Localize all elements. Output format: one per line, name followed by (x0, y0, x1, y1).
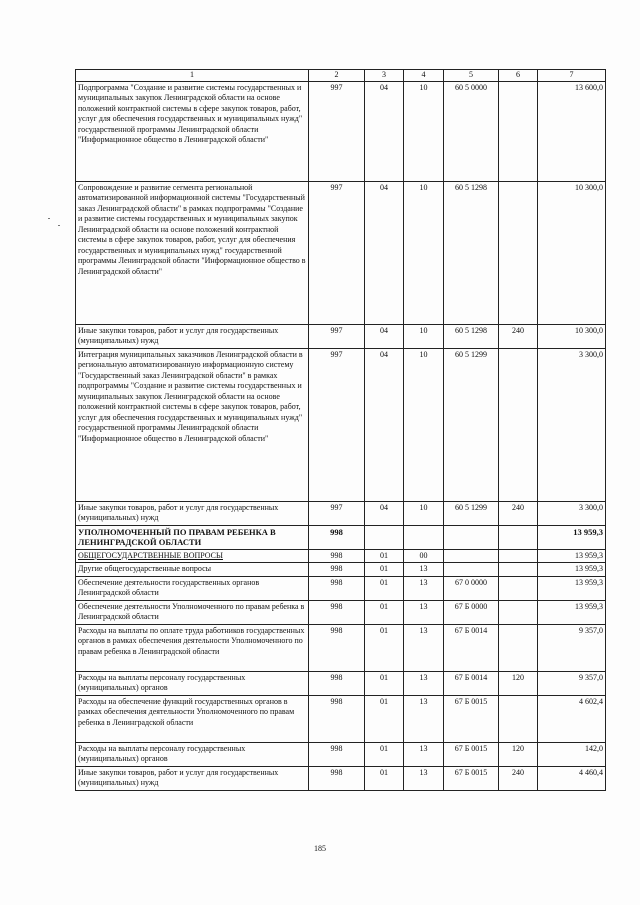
row-section: 01 (365, 695, 404, 742)
row-expense-type (499, 525, 538, 549)
row-name: Иные закупки товаров, работ и услуг для государственных (муниципальных) нужд (76, 766, 309, 790)
table-row (76, 695, 606, 742)
row-name: Расходы на выплаты по оплате труда работников государственных органов в рамках обеспечения деятельности Уполномоченного по правам ребенка в Ленинградской области (76, 624, 309, 671)
row-amount: 142,0 (538, 742, 606, 766)
row-expense-type (499, 81, 538, 181)
row-subsection: 13 (404, 576, 444, 600)
row-section: 01 (365, 742, 404, 766)
row-code: 998 (309, 549, 365, 563)
row-subsection: 13 (404, 563, 444, 577)
row-target-article: 60 5 1298 (444, 181, 499, 324)
budget-table (75, 69, 606, 791)
row-expense-type (499, 695, 538, 742)
row-code: 998 (309, 624, 365, 671)
row-code: 997 (309, 81, 365, 181)
table-row (76, 181, 606, 324)
row-expense-type (499, 563, 538, 577)
table-row (76, 348, 606, 501)
table-row (76, 624, 606, 671)
table-row (76, 525, 606, 549)
row-amount: 13 959,3 (538, 576, 606, 600)
row-code: 998 (309, 600, 365, 624)
row-section: 01 (365, 766, 404, 790)
row-section: 01 (365, 563, 404, 577)
row-amount: 3 300,0 (538, 348, 606, 501)
row-target-article: 67 Б 0014 (444, 624, 499, 671)
row-name: Обеспечение деятельности Уполномоченного по правам ребенка в Ленинградской области (76, 600, 309, 624)
row-target-article: 60 5 1299 (444, 348, 499, 501)
scan-speck (58, 225, 60, 226)
table-row (76, 576, 606, 600)
row-subsection: 13 (404, 695, 444, 742)
row-target-article: 67 0 0000 (444, 576, 499, 600)
row-amount: 10 300,0 (538, 324, 606, 348)
row-section: 04 (365, 181, 404, 324)
row-section: 04 (365, 324, 404, 348)
table-header-row (76, 70, 606, 82)
row-name: Сопровождение и развитие сегмента региональной автоматизированной информационной системы "Государственный заказ Ленинградской области" в рамках подпрограммы "Создание и развитие системы государственных и муниципальных закупок Ленинградской области на основе положений контрактной системы в сфере закупок товаров, работ, услуг для обеспечения государственных и муниципальных нужд" государственной программы Ленинградской области "Информационное общество в Ленинградской области" (76, 181, 309, 324)
row-expense-type (499, 624, 538, 671)
row-code: 998 (309, 766, 365, 790)
row-target-article: 67 Б 0014 (444, 671, 499, 695)
row-subsection: 10 (404, 324, 444, 348)
row-code: 998 (309, 742, 365, 766)
row-code: 997 (309, 181, 365, 324)
row-subsection: 10 (404, 181, 444, 324)
row-name: Расходы на выплаты персоналу государственных (муниципальных) органов (76, 742, 309, 766)
row-amount: 10 300,0 (538, 181, 606, 324)
row-code: 998 (309, 576, 365, 600)
row-subsection (404, 525, 444, 549)
scan-speck (48, 218, 50, 219)
row-amount: 13 959,3 (538, 563, 606, 577)
table-row (76, 501, 606, 525)
row-target-article: 60 5 1298 (444, 324, 499, 348)
row-amount: 13 959,3 (538, 600, 606, 624)
row-target-article (444, 525, 499, 549)
row-subsection: 13 (404, 742, 444, 766)
row-expense-type (499, 181, 538, 324)
row-amount: 4 460,4 (538, 766, 606, 790)
row-target-article (444, 549, 499, 563)
row-name: Обеспечение деятельности государственных органов Ленинградской области (76, 576, 309, 600)
row-section: 04 (365, 81, 404, 181)
row-expense-type: 240 (499, 501, 538, 525)
row-name: Другие общегосударственные вопросы (76, 563, 309, 577)
row-amount: 13 959,3 (538, 549, 606, 563)
row-name: Иные закупки товаров, работ и услуг для государственных (муниципальных) нужд (76, 324, 309, 348)
row-section: 01 (365, 624, 404, 671)
row-code: 997 (309, 348, 365, 501)
row-expense-type: 240 (499, 766, 538, 790)
header-cell: 3 (365, 70, 404, 82)
row-subsection: 13 (404, 624, 444, 671)
table-row (76, 742, 606, 766)
header-cell: 4 (404, 70, 444, 82)
header-cell: 2 (309, 70, 365, 82)
row-expense-type: 240 (499, 324, 538, 348)
row-target-article: 67 Б 0015 (444, 766, 499, 790)
table-row (76, 81, 606, 181)
row-code: 997 (309, 324, 365, 348)
row-expense-type: 120 (499, 742, 538, 766)
row-target-article: 67 Б 0015 (444, 742, 499, 766)
row-amount: 9 357,0 (538, 671, 606, 695)
table-row (76, 600, 606, 624)
row-section (365, 525, 404, 549)
row-target-article: 60 5 1299 (444, 501, 499, 525)
row-section: 01 (365, 576, 404, 600)
row-expense-type (499, 348, 538, 501)
row-name: Расходы на выплаты персоналу государственных (муниципальных) органов (76, 671, 309, 695)
row-target-article: 60 5 0000 (444, 81, 499, 181)
row-code: 997 (309, 501, 365, 525)
row-code: 998 (309, 525, 365, 549)
row-expense-type (499, 576, 538, 600)
row-subsection: 10 (404, 81, 444, 181)
page-number: 185 (314, 844, 326, 853)
row-name: Подпрограмма "Создание и развитие системы государственных и муниципальных закупок Ленинградской области на основе положений контрактной системы в сфере закупок товаров, работ, услуг для обеспечения государственных и муниципальных нужд" государственной программы Ленинградской области "Информационное общество в Ленинградской области" (76, 81, 309, 181)
row-amount: 4 602,4 (538, 695, 606, 742)
row-code: 998 (309, 695, 365, 742)
row-name: Интеграция муниципальных заказчиков Ленинградской области в региональную автоматизированную информационную систему "Государственный заказ Ленинградской области" в рамках подпрограммы "Создание и развитие системы государственных и муниципальных закупок Ленинградской области на основе положений контрактной системы в сфере закупок товаров, работ, услуг для обеспечения государственных и муниципальных нужд" государственной программы Ленинградской области "Информационное общество в Ленинградской области" (76, 348, 309, 501)
row-section: 04 (365, 501, 404, 525)
table-row (76, 671, 606, 695)
row-section: 01 (365, 549, 404, 563)
row-subsection: 13 (404, 600, 444, 624)
row-amount: 13 600,0 (538, 81, 606, 181)
header-cell: 6 (499, 70, 538, 82)
table-row (76, 549, 606, 563)
row-code: 998 (309, 671, 365, 695)
table-row (76, 766, 606, 790)
row-section: 01 (365, 600, 404, 624)
row-section: 04 (365, 348, 404, 501)
row-expense-type: 120 (499, 671, 538, 695)
row-target-article (444, 563, 499, 577)
header-cell: 5 (444, 70, 499, 82)
row-name: ОБЩЕГОСУДАРСТВЕННЫЕ ВОПРОСЫ (76, 549, 309, 563)
table-row (76, 324, 606, 348)
row-target-article: 67 Б 0015 (444, 695, 499, 742)
row-code: 998 (309, 563, 365, 577)
row-amount: 13 959,3 (538, 525, 606, 549)
row-subsection: 13 (404, 766, 444, 790)
header-cell: 7 (538, 70, 606, 82)
row-subsection: 13 (404, 671, 444, 695)
row-expense-type (499, 549, 538, 563)
row-subsection: 00 (404, 549, 444, 563)
row-name: Иные закупки товаров, работ и услуг для государственных (муниципальных) нужд (76, 501, 309, 525)
row-name: УПОЛНОМОЧЕННЫЙ ПО ПРАВАМ РЕБЕНКА В ЛЕНИНГРАДСКОЙ ОБЛАСТИ (76, 525, 309, 549)
table-row (76, 563, 606, 577)
row-name: Расходы на обеспечение функций государственных органов в рамках обеспечения деятельности Уполномоченного по правам ребенка в Ленинградской области (76, 695, 309, 742)
row-amount: 9 357,0 (538, 624, 606, 671)
row-amount: 3 300,0 (538, 501, 606, 525)
row-subsection: 10 (404, 501, 444, 525)
row-expense-type (499, 600, 538, 624)
header-cell: 1 (76, 70, 309, 82)
row-target-article: 67 Б 0000 (444, 600, 499, 624)
row-section: 01 (365, 671, 404, 695)
row-subsection: 10 (404, 348, 444, 501)
